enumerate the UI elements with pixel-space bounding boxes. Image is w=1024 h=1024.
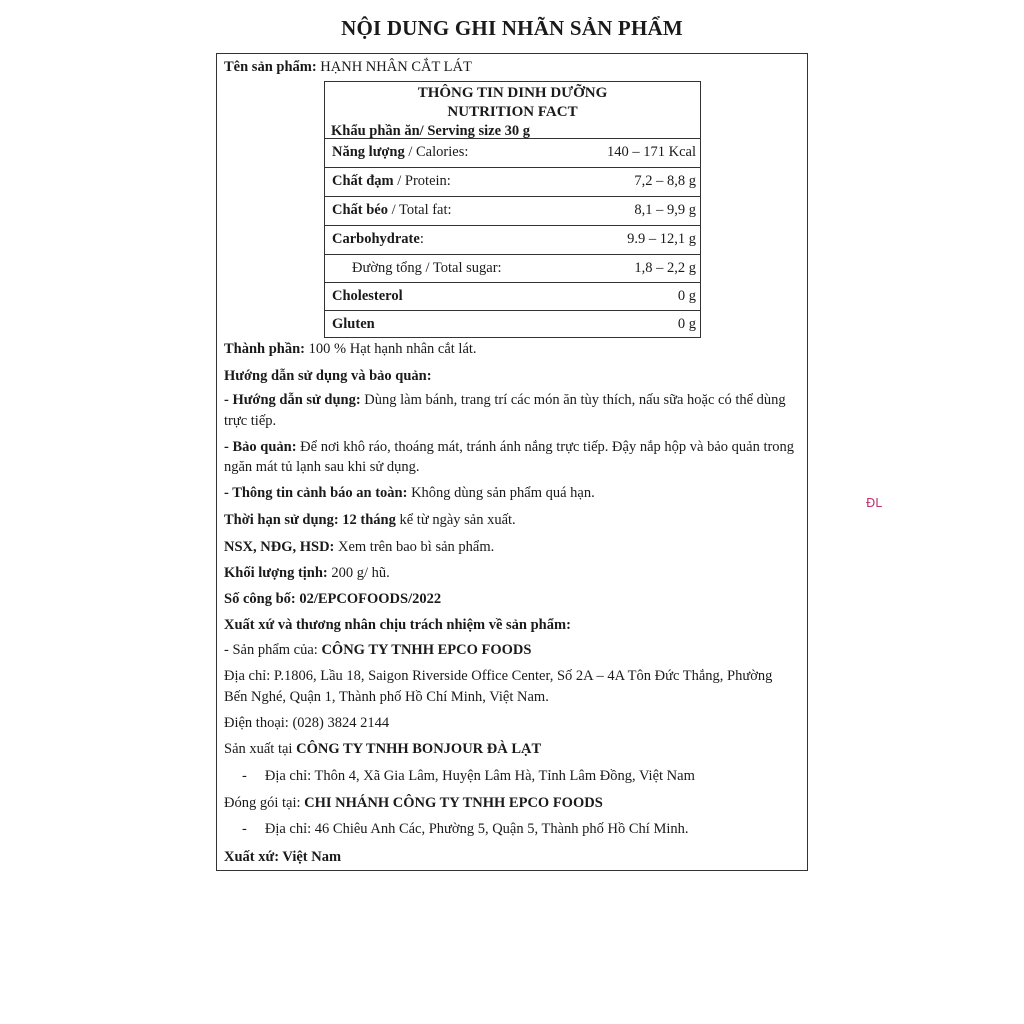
nutrition-value: 140 – 171 Kcal <box>607 144 696 160</box>
packer-address <box>242 820 689 838</box>
storage-label: - Bảo quản: <box>224 439 297 455</box>
storage-instructions <box>224 438 794 456</box>
origin-heading: Xuất xứ và thương nhân chịu trách nhiệm về sản phẩm: <box>224 617 571 633</box>
nutrition-row <box>325 310 700 339</box>
dates-label: NSX, NĐG, HSD: <box>224 539 335 555</box>
nutrition-row <box>325 254 700 283</box>
nutrition-label: Carbohydrate <box>332 231 420 247</box>
nutrition-label-rest: / Total fat: <box>388 202 452 218</box>
nutrition-value: 0 g <box>677 316 696 332</box>
nutrition-label-rest: : <box>419 231 424 247</box>
net-weight <box>224 564 390 582</box>
packer <box>224 794 603 812</box>
manufacturer-address <box>242 767 695 785</box>
safety-warning <box>224 484 595 502</box>
nutrition-value: 0 g <box>677 288 696 304</box>
nutrition-heading-en: NUTRITION FACT <box>447 104 578 120</box>
nutrition-label: Cholesterol <box>332 288 403 304</box>
owner-company: CÔNG TY TNHH EPCO FOODS <box>321 642 532 658</box>
nutrition-heading-vi: THÔNG TIN DINH DƯỠNG <box>417 85 608 101</box>
packer-company: CHI NHÁNH CÔNG TY TNHH EPCO FOODS <box>304 795 603 811</box>
usage-heading: Hướng dẫn sử dụng và bảo quản: <box>224 368 432 384</box>
shelf-life-label: Thời hạn sử dụng: 12 tháng <box>224 512 396 528</box>
storage-text-continued: ngăn mát tủ lạnh sau khi sử dụng. <box>224 459 420 475</box>
nutrition-label: Chất đạm <box>332 173 394 189</box>
manufacturer <box>224 740 541 758</box>
owner-address: Địa chỉ: P.1806, Lầu 18, Saigon Riverside Office Center, Số 2A – 4A Tôn Đức Thắng, Phường <box>224 668 773 684</box>
packer-label: Đóng gói tại: <box>224 795 305 811</box>
country-of-origin: Xuất xứ: Việt Nam <box>224 849 342 865</box>
manufacturer-address-text: Địa chỉ: Thôn 4, Xã Gia Lâm, Huyện Lâm Hà, Tỉnh Lâm Đồng, Việt Nam <box>264 768 695 784</box>
product-name <box>224 58 472 76</box>
product-name-value: HẠNH NHÂN CẮT LÁT <box>320 59 472 75</box>
nutrition-table <box>324 81 701 338</box>
list-dash: - <box>242 768 247 784</box>
ingredients-value: 100 % Hạt hạnh nhân cắt lát. <box>305 341 477 357</box>
edge-mark: ĐL <box>866 496 882 510</box>
nutrition-label-rest: / Protein: <box>393 173 451 189</box>
shelf-life-text: kể từ ngày sản xuất. <box>395 512 516 528</box>
owner-label: - Sản phẩm của: <box>224 642 322 658</box>
nutrition-row <box>325 138 700 167</box>
nutrition-label: Gluten <box>332 316 375 332</box>
dates-text: Xem trên bao bì sản phẩm. <box>334 539 495 555</box>
usage-text-continued: trực tiếp. <box>224 413 277 429</box>
usage-instructions <box>224 391 786 409</box>
nutrition-value: 8,1 – 9,9 g <box>634 202 696 218</box>
product-owner <box>224 641 531 659</box>
nutrition-value: 9.9 – 12,1 g <box>627 231 696 247</box>
warning-label: - Thông tin cảnh báo an toàn: <box>224 485 408 501</box>
ingredients <box>224 340 477 358</box>
usage-text: Dùng làm bánh, trang trí các món ăn tùy thích, nấu sữa hoặc có thể dùng <box>360 392 786 408</box>
usage-label: - Hướng dẫn sử dụng: <box>224 392 361 408</box>
nutrition-row <box>325 282 700 311</box>
product-name-label: Tên sản phẩm: <box>224 59 321 75</box>
nutrition-row <box>325 196 700 225</box>
nutrition-value: 1,8 – 2,2 g <box>634 260 696 276</box>
nutrition-label-rest: / Calories: <box>404 144 469 160</box>
nutrition-row <box>325 225 700 254</box>
list-dash: - <box>242 821 247 837</box>
net-weight-label: Khối lượng tịnh: <box>224 565 328 581</box>
manufacturer-company: CÔNG TY TNHH BONJOUR ĐÀ LẠT <box>296 741 542 757</box>
storage-text: Để nơi khô ráo, thoáng mát, tránh ánh nắng trực tiếp. Đậy nắp hộp và bảo quản trong <box>296 439 795 455</box>
owner-address-continued: Bến Nghé, Quận 1, Thành phố Hồ Chí Minh, Việt Nam. <box>224 689 549 705</box>
nutrition-label-rest: Đường tổng / Total sugar: <box>352 260 502 276</box>
nutrition-row <box>325 167 700 196</box>
announcement-number: Số công bố: 02/EPCOFOODS/2022 <box>224 591 442 607</box>
nutrition-label: Chất béo <box>332 202 388 218</box>
shelf-life <box>224 511 516 529</box>
ingredients-label: Thành phần: <box>224 341 306 357</box>
nutrition-label: Năng lượng <box>332 144 405 160</box>
net-weight-text: 200 g/ hũ. <box>327 565 390 581</box>
nutrition-value: 7,2 – 8,8 g <box>634 173 696 189</box>
page-title: NỘI DUNG GHI NHÃN SẢN PHẨM <box>341 16 683 40</box>
production-dates <box>224 538 494 556</box>
warning-text: Không dùng sản phẩm quá hạn. <box>407 485 595 501</box>
manufacturer-label: Sản xuất tại <box>224 741 297 757</box>
packer-address-text: Địa chỉ: 46 Chiêu Anh Các, Phường 5, Quận 5, Thành phố Hồ Chí Minh. <box>264 821 689 837</box>
phone-number: Điện thoại: (028) 3824 2144 <box>224 715 390 731</box>
serving-size: Khẩu phần ăn/ Serving size 30 g <box>331 123 531 139</box>
